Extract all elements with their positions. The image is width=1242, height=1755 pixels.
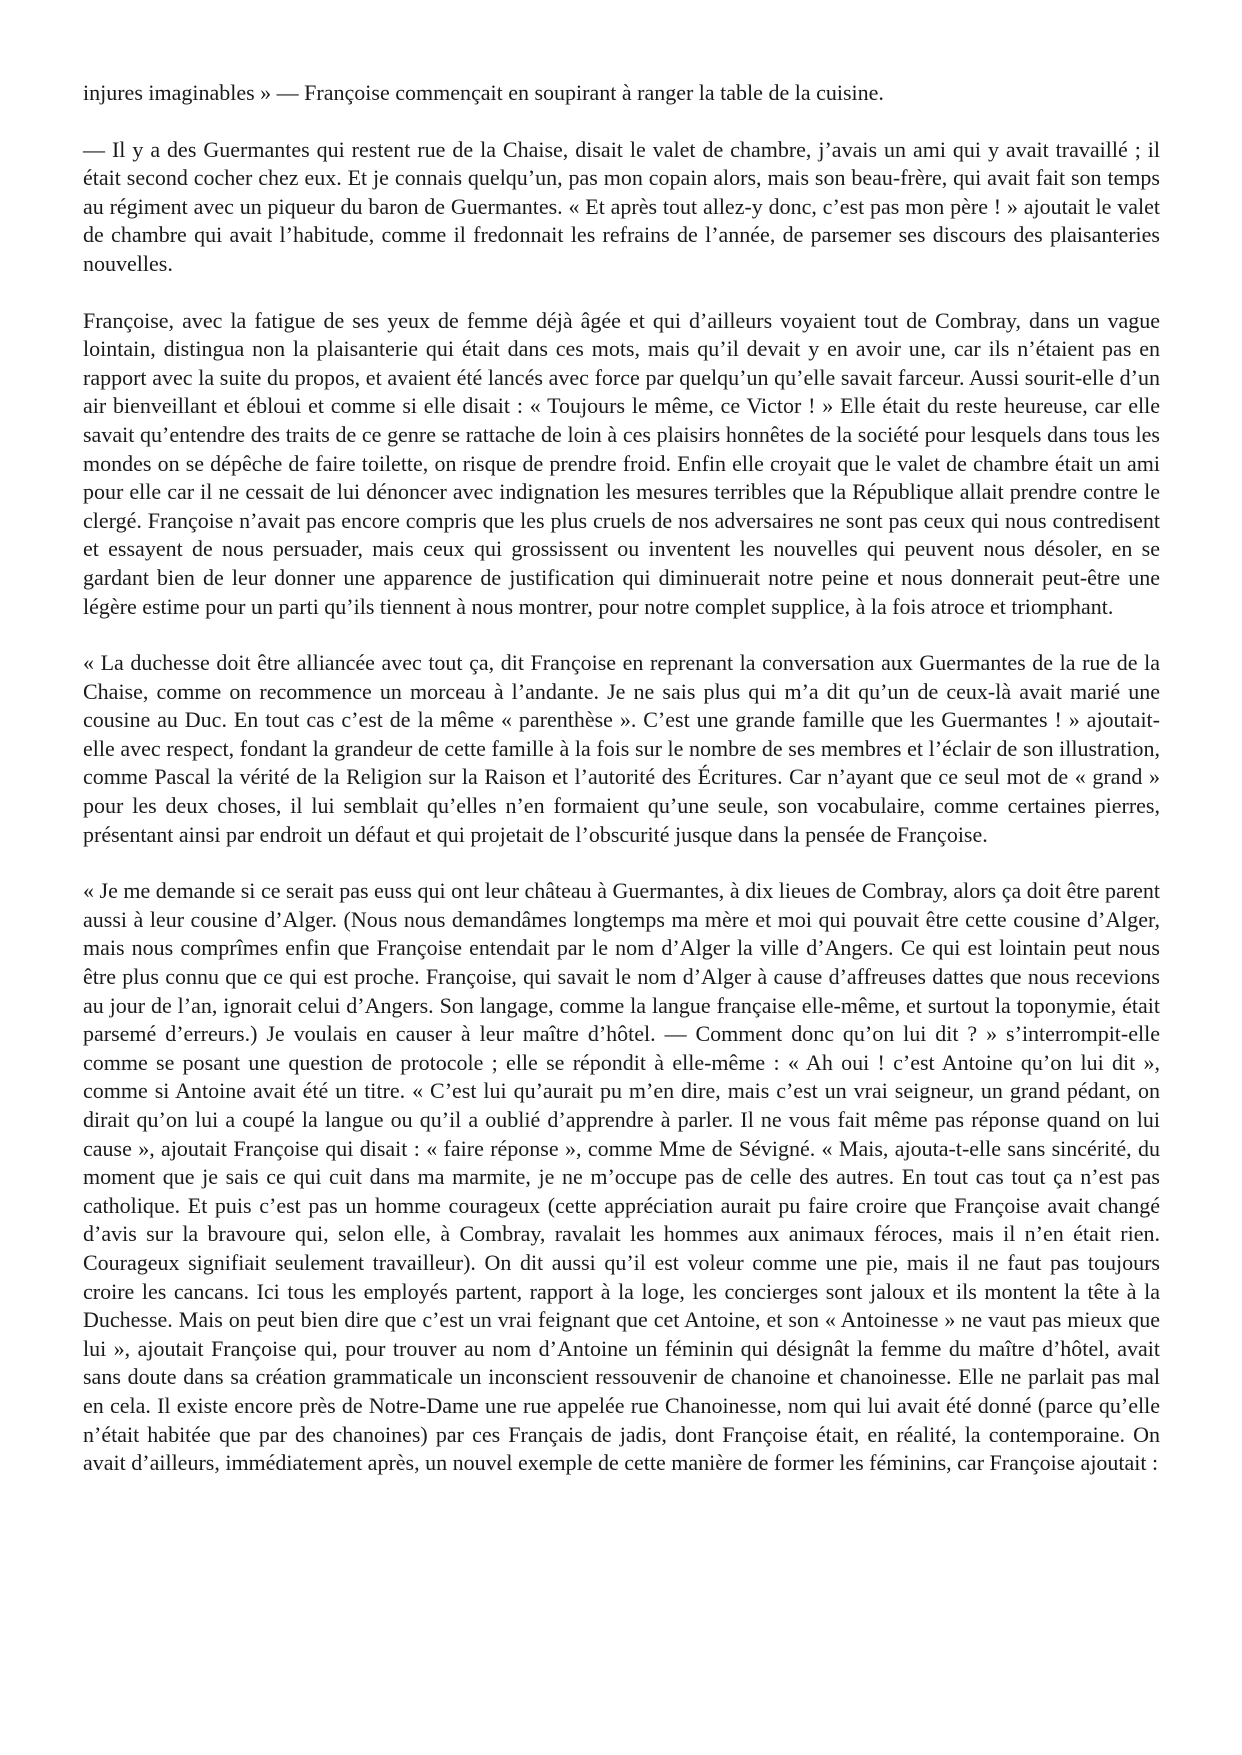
paragraph-3: Françoise, avec la fatigue de ses yeux de femme déjà âgée et qui d’ailleurs voyaient tout de Combray, dans un vague lointain, distingua non la plaisanterie qui était dans ces mots, mais qu’il devait y en avoir une, car ils n’étaient pas en rapport avec la suite du propos, et avaient été lancés avec force par quelqu’un qu’elle savait farceur. Aussi sourit-elle d’un air bienveillant et ébloui et comme si elle disait : « Toujours le même, ce Victor ! » Elle était du reste heureuse, car elle savait qu’entendre des traits de ce genre se rattache de loin à ces plaisirs honnêtes de la société pour lesquels dans tous les mondes on se dépêche de faire toilette, on risque de prendre froid. Enfin elle croyait que le valet de chambre était un ami pour elle car il ne cessait de lui dénoncer avec indignation les mesures terribles que la République allait prendre contre le clergé. Françoise n’avait pas encore compris que les plus cruels de nos adversaires ne sont pas ceux qui nous contredisent et essayent de nous persuader, mais ceux qui grossissent ou inventent les nouvelles qui peuvent nous désoler, en se gardant bien de leur donner une apparence de justification qui diminuerait notre peine et nous donnerait peut-être une légère estime pour un parti qu’ils tiennent à nous montrer, pour notre complet supplice, à la fois atroce et triomphant. [83, 307, 1160, 619]
document-page [83, 79, 1160, 1478]
paragraph-2: — Il y a des Guermantes qui restent rue de la Chaise, disait le valet de chambre, j’avais un ami qui y avait travaillé ; il était second cocher chez eux. Et je connais quelqu’un, pas mon copain alors, mais son beau-frère, qui avait fait son temps au régiment avec un piqueur du baron de Guermantes. « Et après tout allez-y donc, c’est pas mon père ! » ajoutait le valet de chambre qui avait l’habitude, comme il fredonnait les refrains de l’année, de parsemer ses discours des plaisanteries nouvelles. [83, 136, 1160, 276]
paragraph-1: injures imaginables » — Françoise commençait en soupirant à ranger la table de la cuisine. [83, 80, 884, 105]
paragraph-5: « Je me demande si ce serait pas euss qui ont leur château à Guermantes, à dix lieues de Combray, alors ça doit être parent aussi à leur cousine d’Alger. (Nous nous demandâmes longtemps ma mère et moi qui pouvait être cette cousine d’Alger, mais nous comprîmes enfin que Françoise entendait par le nom d’Alger la ville d’Angers. Ce qui est lointain peut nous être plus connu que ce qui est proche. Françoise, qui savait le nom d’Alger à cause d’affreuses dattes que nous recevions au jour de l’an, ignorait celui d’Angers. Son langage, comme la langue française elle-même, et surtout la toponymie, était parsemé d’erreurs.) Je voulais en causer à leur maître d’hôtel. — Comment donc qu’on lui dit ? » s’interrompit-elle comme se posant une question de protocole ; elle se répondit à elle-même : « Ah oui ! c’est Antoine qu’on lui dit », comme si Antoine avait été un titre. « C’est lui qu’aurait pu m’en dire, mais c’est un vrai seigneur, un grand pédant, on dirait qu’on lui a coupé la langue ou qu’il a oublié d’apprendre à parler. Il ne vous fait même pas réponse quand on lui cause », ajoutait Françoise qui disait : « faire réponse », comme Mme de Sévigné. « Mais, ajouta-t-elle sans sincérité, du moment que je sais ce qui cuit dans ma marmite, je ne m’occupe pas de celle des autres. En tout cas tout ça n’est pas catholique. Et puis c’est pas un homme courageux (cette appréciation aurait pu faire croire que Françoise avait changé d’avis sur la bravoure qui, selon elle, à Combray, ravalait les hommes aux animaux féroces, mais il n’en était rien. Courageux signifiait seulement travailleur). On dit aussi qu’il est voleur comme une pie, mais il ne faut pas toujours croire les cancans. Ici tous les employés partent, rapport à la loge, les concierges sont jaloux et ils montent la tête à la Duchesse. Mais on peut bien dire que c’est un vrai feignant que cet Antoine, et son « Antoinesse » ne vaut pas mieux que lui », ajoutait Françoise qui, pour trouver au nom d’Antoine un féminin qui désignât la femme du maître d’hôtel, avait sans doute dans sa création grammaticale un inconscient ressouvenir de chanoine et chanoinesse. Elle ne parlait pas mal en cela. Il existe encore près de Notre-Dame une rue appelée rue Chanoinesse, nom qui lui avait été donné (parce qu’elle n’était habitée que par des chanoines) par ces Français de jadis, dont Françoise était, en réalité, la contemporaine. On avait d’ailleurs, immédiatement après, un nouvel exemple de cette manière de former les féminins, car Françoise ajoutait : [83, 878, 1160, 1476]
paragraph-4: « La duchesse doit être alliancée avec tout ça, dit Françoise en reprenant la conversation aux Guermantes de la rue de la Chaise, comme on recommence un morceau à l’andante. Je ne sais plus qui m’a dit qu’un de ceux-là avait marié une cousine au Duc. En tout cas c’est de la même « parenthèse ». C’est une grande famille que les Guermantes ! » ajoutait-elle avec respect, fondant la grandeur de cette famille à la fois sur le nombre de ses membres et l’éclair de son illustration, comme Pascal la vérité de la Religion sur la Raison et l’autorité des Écritures. Car n’ayant que ce seul mot de « grand » pour les deux choses, il lui semblait qu’elles n’en formaient qu’une seule, son vocabulaire, comme certaines pierres, présentant ainsi par endroit un défaut et qui projetait de l’obscurité jusque dans la pensée de Françoise. [83, 650, 1160, 847]
